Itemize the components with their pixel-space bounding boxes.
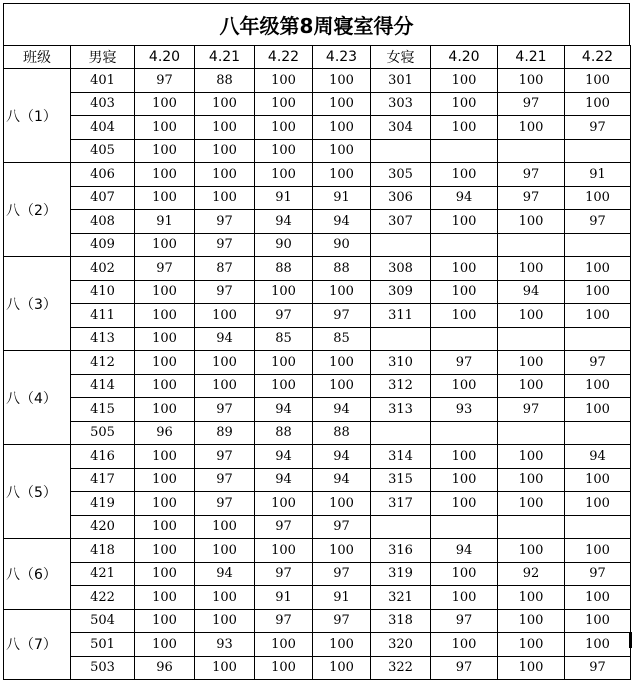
female-score-cell: 100 xyxy=(431,257,498,281)
class-cell: 八（3） xyxy=(4,257,71,351)
male-score-cell: 100 xyxy=(313,351,371,375)
female-room-cell xyxy=(371,233,431,257)
male-score-cell: 97 xyxy=(195,210,255,234)
male-score-cell: 100 xyxy=(135,633,195,657)
female-score-cell: 100 xyxy=(498,304,565,328)
male-score-cell: 91 xyxy=(313,186,371,210)
female-score-cell xyxy=(498,139,565,163)
female-room-cell xyxy=(371,421,431,445)
male-room-cell: 407 xyxy=(71,186,135,210)
female-score-cell xyxy=(431,139,498,163)
male-score-cell: 97 xyxy=(313,609,371,633)
male-score-cell: 100 xyxy=(195,586,255,610)
female-score-cell: 91 xyxy=(565,163,631,187)
male-score-cell: 100 xyxy=(313,163,371,187)
female-score-cell: 94 xyxy=(498,280,565,304)
male-score-cell: 100 xyxy=(135,492,195,516)
male-score-cell: 94 xyxy=(313,398,371,422)
male-room-cell: 412 xyxy=(71,351,135,375)
male-score-cell: 100 xyxy=(195,351,255,375)
male-room-cell: 503 xyxy=(71,656,135,680)
male-score-cell: 90 xyxy=(313,233,371,257)
male-score-cell: 94 xyxy=(195,327,255,351)
male-room-cell: 420 xyxy=(71,515,135,539)
male-score-cell: 88 xyxy=(313,257,371,281)
female-score-cell: 100 xyxy=(431,304,498,328)
table-row xyxy=(4,186,631,210)
male-score-cell: 97 xyxy=(135,257,195,281)
male-room-cell: 417 xyxy=(71,468,135,492)
female-score-cell xyxy=(431,515,498,539)
female-score-cell: 94 xyxy=(431,539,498,563)
header-cell: 4.21 xyxy=(498,46,565,69)
male-score-cell: 100 xyxy=(135,468,195,492)
male-score-cell: 89 xyxy=(195,421,255,445)
male-room-cell: 501 xyxy=(71,633,135,657)
male-room-cell: 415 xyxy=(71,398,135,422)
female-room-cell: 315 xyxy=(371,468,431,492)
male-score-cell: 100 xyxy=(255,69,313,93)
male-score-cell: 100 xyxy=(135,163,195,187)
table-row xyxy=(4,656,631,680)
male-score-cell: 100 xyxy=(195,304,255,328)
female-score-cell: 100 xyxy=(565,69,631,93)
table-row xyxy=(4,304,631,328)
male-score-cell: 97 xyxy=(195,468,255,492)
female-score-cell: 100 xyxy=(565,492,631,516)
male-score-cell: 97 xyxy=(255,304,313,328)
male-room-cell: 409 xyxy=(71,233,135,257)
male-score-cell: 96 xyxy=(135,656,195,680)
class-cell: 八（1） xyxy=(4,69,71,163)
male-score-cell: 100 xyxy=(195,186,255,210)
female-score-cell: 92 xyxy=(498,562,565,586)
female-room-cell: 304 xyxy=(371,116,431,140)
female-room-cell: 318 xyxy=(371,609,431,633)
male-room-cell: 422 xyxy=(71,586,135,610)
score-table xyxy=(3,45,631,680)
table-row xyxy=(4,327,631,351)
header-cell: 班级 xyxy=(4,46,71,69)
male-room-cell: 414 xyxy=(71,374,135,398)
male-room-cell: 408 xyxy=(71,210,135,234)
male-room-cell: 401 xyxy=(71,69,135,93)
female-room-cell: 316 xyxy=(371,539,431,563)
male-score-cell: 100 xyxy=(255,374,313,398)
male-score-cell: 100 xyxy=(255,539,313,563)
header-cell: 4.21 xyxy=(195,46,255,69)
male-score-cell: 94 xyxy=(195,562,255,586)
female-score-cell: 100 xyxy=(565,398,631,422)
female-score-cell xyxy=(498,233,565,257)
edge-mark xyxy=(629,632,632,648)
male-score-cell: 100 xyxy=(195,539,255,563)
female-score-cell: 97 xyxy=(498,186,565,210)
female-score-cell: 97 xyxy=(565,656,631,680)
female-score-cell: 100 xyxy=(498,351,565,375)
female-score-cell: 100 xyxy=(431,116,498,140)
female-room-cell: 321 xyxy=(371,586,431,610)
male-score-cell: 100 xyxy=(135,139,195,163)
male-score-cell: 100 xyxy=(313,280,371,304)
female-room-cell: 317 xyxy=(371,492,431,516)
male-score-cell: 100 xyxy=(195,374,255,398)
female-room-cell: 305 xyxy=(371,163,431,187)
male-score-cell: 94 xyxy=(313,445,371,469)
female-room-cell: 319 xyxy=(371,562,431,586)
male-score-cell: 100 xyxy=(313,116,371,140)
female-score-cell: 100 xyxy=(498,445,565,469)
male-score-cell: 88 xyxy=(255,257,313,281)
female-room-cell: 320 xyxy=(371,633,431,657)
class-cell: 八（7） xyxy=(4,609,71,680)
male-score-cell: 97 xyxy=(313,304,371,328)
female-room-cell: 312 xyxy=(371,374,431,398)
male-score-cell: 90 xyxy=(255,233,313,257)
header-row xyxy=(4,46,631,69)
table-row xyxy=(4,374,631,398)
class-cell: 八（6） xyxy=(4,539,71,610)
table-row xyxy=(4,633,631,657)
male-room-cell: 416 xyxy=(71,445,135,469)
male-score-cell: 91 xyxy=(255,186,313,210)
male-score-cell: 100 xyxy=(313,92,371,116)
female-score-cell: 100 xyxy=(565,633,631,657)
male-room-cell: 411 xyxy=(71,304,135,328)
male-score-cell: 94 xyxy=(255,398,313,422)
male-score-cell: 100 xyxy=(135,304,195,328)
male-score-cell: 100 xyxy=(195,656,255,680)
male-score-cell: 100 xyxy=(313,539,371,563)
male-score-cell: 100 xyxy=(135,374,195,398)
header-cell: 4.23 xyxy=(313,46,371,69)
header-cell: 4.20 xyxy=(135,46,195,69)
female-room-cell: 311 xyxy=(371,304,431,328)
table-row xyxy=(4,492,631,516)
female-score-cell: 97 xyxy=(565,562,631,586)
table-row xyxy=(4,92,631,116)
female-score-cell: 100 xyxy=(565,468,631,492)
female-room-cell: 307 xyxy=(371,210,431,234)
male-score-cell: 100 xyxy=(135,562,195,586)
female-score-cell: 97 xyxy=(431,351,498,375)
female-score-cell xyxy=(565,515,631,539)
female-room-cell: 301 xyxy=(371,69,431,93)
female-room-cell: 314 xyxy=(371,445,431,469)
female-score-cell: 100 xyxy=(431,280,498,304)
table-row xyxy=(4,515,631,539)
table-row xyxy=(4,163,631,187)
female-score-cell xyxy=(498,327,565,351)
male-score-cell: 97 xyxy=(313,562,371,586)
male-room-cell: 419 xyxy=(71,492,135,516)
female-score-cell: 100 xyxy=(431,92,498,116)
female-score-cell: 97 xyxy=(498,92,565,116)
female-score-cell: 100 xyxy=(498,633,565,657)
female-score-cell: 100 xyxy=(565,280,631,304)
table-row xyxy=(4,562,631,586)
female-room-cell: 310 xyxy=(371,351,431,375)
female-score-cell xyxy=(431,233,498,257)
female-score-cell: 100 xyxy=(431,163,498,187)
female-room-cell: 313 xyxy=(371,398,431,422)
male-score-cell: 91 xyxy=(313,586,371,610)
female-room-cell: 308 xyxy=(371,257,431,281)
male-score-cell: 100 xyxy=(135,116,195,140)
male-score-cell: 100 xyxy=(195,163,255,187)
class-cell: 八（5） xyxy=(4,445,71,539)
male-score-cell: 100 xyxy=(255,351,313,375)
male-room-cell: 413 xyxy=(71,327,135,351)
header-cell: 4.22 xyxy=(255,46,313,69)
male-score-cell: 100 xyxy=(255,656,313,680)
male-score-cell: 100 xyxy=(195,139,255,163)
male-score-cell: 100 xyxy=(135,233,195,257)
male-score-cell: 94 xyxy=(255,468,313,492)
female-score-cell: 100 xyxy=(565,304,631,328)
male-score-cell: 97 xyxy=(135,69,195,93)
male-room-cell: 402 xyxy=(71,257,135,281)
female-score-cell: 97 xyxy=(498,163,565,187)
male-score-cell: 100 xyxy=(135,186,195,210)
male-score-cell: 97 xyxy=(255,515,313,539)
table-row xyxy=(4,398,631,422)
male-score-cell: 94 xyxy=(313,468,371,492)
table-row xyxy=(4,586,631,610)
female-room-cell: 322 xyxy=(371,656,431,680)
male-score-cell: 100 xyxy=(195,609,255,633)
female-score-cell: 97 xyxy=(565,210,631,234)
male-score-cell: 100 xyxy=(135,398,195,422)
male-score-cell: 100 xyxy=(135,445,195,469)
male-score-cell: 88 xyxy=(195,69,255,93)
male-score-cell: 94 xyxy=(255,445,313,469)
male-score-cell: 100 xyxy=(255,92,313,116)
male-score-cell: 100 xyxy=(255,163,313,187)
male-score-cell: 100 xyxy=(195,92,255,116)
table-row xyxy=(4,69,631,93)
female-score-cell: 100 xyxy=(431,69,498,93)
male-score-cell: 97 xyxy=(255,562,313,586)
sheet-title: 八年级第8周寝室得分 xyxy=(3,3,630,46)
male-score-cell: 88 xyxy=(313,421,371,445)
male-room-cell: 403 xyxy=(71,92,135,116)
male-score-cell: 94 xyxy=(313,210,371,234)
female-score-cell: 97 xyxy=(565,351,631,375)
female-score-cell: 100 xyxy=(565,586,631,610)
female-score-cell: 100 xyxy=(565,374,631,398)
male-score-cell: 88 xyxy=(255,421,313,445)
male-score-cell: 100 xyxy=(313,492,371,516)
female-score-cell: 100 xyxy=(431,586,498,610)
female-score-cell: 100 xyxy=(498,586,565,610)
class-cell: 八（2） xyxy=(4,163,71,257)
male-score-cell: 100 xyxy=(135,586,195,610)
female-score-cell: 100 xyxy=(431,445,498,469)
table-row xyxy=(4,609,631,633)
male-score-cell: 100 xyxy=(135,539,195,563)
female-score-cell: 100 xyxy=(565,539,631,563)
male-score-cell: 100 xyxy=(255,280,313,304)
female-room-cell: 309 xyxy=(371,280,431,304)
female-score-cell: 100 xyxy=(565,257,631,281)
table-row xyxy=(4,351,631,375)
header-cell: 女寝 xyxy=(371,46,431,69)
male-score-cell: 100 xyxy=(255,633,313,657)
female-score-cell: 97 xyxy=(431,609,498,633)
female-score-cell: 97 xyxy=(565,116,631,140)
female-score-cell: 100 xyxy=(498,69,565,93)
female-score-cell: 100 xyxy=(431,374,498,398)
male-score-cell: 100 xyxy=(313,69,371,93)
male-score-cell: 100 xyxy=(135,92,195,116)
male-score-cell: 100 xyxy=(135,609,195,633)
table-row xyxy=(4,539,631,563)
male-score-cell: 97 xyxy=(195,445,255,469)
female-score-cell: 94 xyxy=(431,186,498,210)
male-score-cell: 100 xyxy=(255,116,313,140)
female-score-cell xyxy=(565,421,631,445)
male-room-cell: 421 xyxy=(71,562,135,586)
female-room-cell: 306 xyxy=(371,186,431,210)
female-score-cell xyxy=(565,233,631,257)
male-score-cell: 100 xyxy=(313,374,371,398)
female-score-cell: 100 xyxy=(431,468,498,492)
female-score-cell xyxy=(431,421,498,445)
female-room-cell xyxy=(371,139,431,163)
male-score-cell: 100 xyxy=(135,280,195,304)
female-score-cell: 97 xyxy=(431,656,498,680)
female-score-cell: 100 xyxy=(498,210,565,234)
class-cell: 八（4） xyxy=(4,351,71,445)
table-row xyxy=(4,139,631,163)
male-score-cell: 100 xyxy=(135,327,195,351)
header-cell: 4.20 xyxy=(431,46,498,69)
female-score-cell: 100 xyxy=(498,257,565,281)
male-score-cell: 100 xyxy=(255,139,313,163)
male-score-cell: 97 xyxy=(313,515,371,539)
male-score-cell: 85 xyxy=(255,327,313,351)
male-score-cell: 100 xyxy=(195,116,255,140)
table-row xyxy=(4,257,631,281)
male-score-cell: 97 xyxy=(195,492,255,516)
female-score-cell: 100 xyxy=(498,116,565,140)
female-score-cell: 100 xyxy=(498,468,565,492)
male-score-cell: 97 xyxy=(195,280,255,304)
header-cell: 4.22 xyxy=(565,46,631,69)
table-row xyxy=(4,421,631,445)
female-score-cell xyxy=(431,327,498,351)
female-score-cell: 100 xyxy=(498,656,565,680)
male-room-cell: 406 xyxy=(71,163,135,187)
female-score-cell: 100 xyxy=(431,562,498,586)
female-room-cell xyxy=(371,327,431,351)
male-score-cell: 100 xyxy=(135,351,195,375)
female-score-cell: 100 xyxy=(431,633,498,657)
male-room-cell: 405 xyxy=(71,139,135,163)
male-score-cell: 100 xyxy=(135,515,195,539)
male-score-cell: 100 xyxy=(313,139,371,163)
female-score-cell: 100 xyxy=(498,539,565,563)
female-room-cell xyxy=(371,515,431,539)
table-row xyxy=(4,468,631,492)
female-score-cell xyxy=(498,515,565,539)
female-room-cell: 303 xyxy=(371,92,431,116)
female-score-cell: 100 xyxy=(498,609,565,633)
table-row xyxy=(4,280,631,304)
table-body xyxy=(4,46,631,680)
male-room-cell: 505 xyxy=(71,421,135,445)
male-score-cell: 96 xyxy=(135,421,195,445)
female-score-cell xyxy=(498,421,565,445)
male-score-cell: 91 xyxy=(135,210,195,234)
male-score-cell: 97 xyxy=(255,609,313,633)
female-score-cell: 97 xyxy=(498,398,565,422)
male-score-cell: 100 xyxy=(313,633,371,657)
male-score-cell: 87 xyxy=(195,257,255,281)
male-score-cell: 94 xyxy=(255,210,313,234)
male-score-cell: 93 xyxy=(195,633,255,657)
male-score-cell: 85 xyxy=(313,327,371,351)
female-score-cell: 100 xyxy=(431,492,498,516)
male-score-cell: 100 xyxy=(255,492,313,516)
male-room-cell: 404 xyxy=(71,116,135,140)
female-score-cell: 94 xyxy=(565,445,631,469)
table-row xyxy=(4,233,631,257)
female-score-cell: 100 xyxy=(565,609,631,633)
male-room-cell: 410 xyxy=(71,280,135,304)
male-score-cell: 100 xyxy=(313,656,371,680)
female-score-cell: 100 xyxy=(498,492,565,516)
female-score-cell xyxy=(565,327,631,351)
female-score-cell: 100 xyxy=(565,186,631,210)
male-score-cell: 97 xyxy=(195,398,255,422)
male-score-cell: 91 xyxy=(255,586,313,610)
male-score-cell: 100 xyxy=(195,515,255,539)
female-score-cell: 100 xyxy=(431,210,498,234)
male-room-cell: 504 xyxy=(71,609,135,633)
male-room-cell: 418 xyxy=(71,539,135,563)
header-cell: 男寝 xyxy=(71,46,135,69)
female-score-cell: 93 xyxy=(431,398,498,422)
female-score-cell: 100 xyxy=(565,92,631,116)
table-row xyxy=(4,116,631,140)
male-score-cell: 97 xyxy=(195,233,255,257)
female-score-cell: 100 xyxy=(498,374,565,398)
female-score-cell xyxy=(565,139,631,163)
table-row xyxy=(4,445,631,469)
table-row xyxy=(4,210,631,234)
